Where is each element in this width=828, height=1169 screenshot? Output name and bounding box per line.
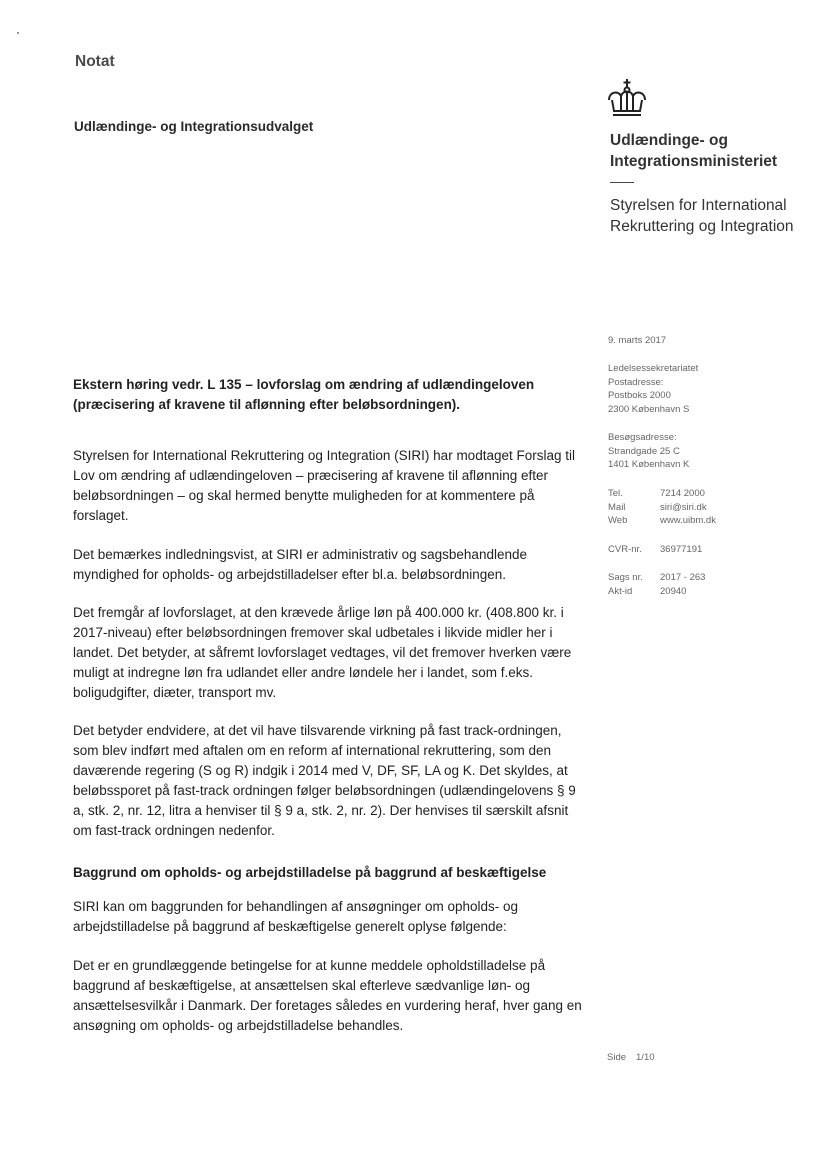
paragraph-1: Styrelsen for International Rekruttering og Integration (SIRI) har modtaget Forslag til Lov om ændring af udlændingeloven – præcisering af kravene til aflønning efter beløbsordningen – og skal hermed benytte muligheden for at kommentere på forslaget. <box>73 447 575 523</box>
visit-label: Besøgsadresse: <box>608 432 677 443</box>
crown-logo-icon <box>604 78 650 118</box>
page-value: 1/10 <box>636 1052 655 1063</box>
sags-value: 2017 - 263 <box>660 572 706 583</box>
document-date: 9. marts 2017 <box>608 335 667 346</box>
mail-value[interactable]: siri@siri.dk <box>660 501 707 513</box>
postal-label: Postadresse: <box>608 376 664 388</box>
contact-block <box>608 487 716 528</box>
page-label: Side <box>607 1052 627 1063</box>
cvr-value: 36977191 <box>660 544 703 555</box>
sags-label: Sags nr. <box>608 572 643 583</box>
visit-street: Strandgade 25 C <box>608 445 680 457</box>
tel-value: 7214 2000 <box>660 488 705 499</box>
doc-type: Notat <box>75 53 115 70</box>
sags-row <box>608 571 705 585</box>
paragraph-4: Det betyder endvidere, at det vil have tilsvarende virkning på fast track-ordningen, som blev indført med aftalen om en reform af international rekruttering, som den daværende regering (S og R) indgik i 2014 med V, DF, SF, LA og K. Det skyldes, at beløbssporet på fast-track ordningen følger beløbsordningen (udlændingelovens § 9 a, stk. 2, nr. 12, litra a henviser til § 9 a, stk. 2, nr. 2). Der henvises til særskilt afsnit om fast-track ordningen nedenfor. <box>73 722 576 838</box>
web-row <box>608 514 716 528</box>
recipient: Udlændinge- og Integrationsudvalget <box>74 119 314 134</box>
ministry-line-2: Integrationsministeriet <box>610 153 778 170</box>
memo-heading: Ekstern høring vedr. L 135 – lovforslag om ændring af udlændingeloven (præcisering af kravene til aflønning efter beløbsordningen). <box>73 377 535 412</box>
office-name: Ledelsessekretariatet <box>608 363 699 374</box>
address-block <box>608 362 698 416</box>
mail-row <box>608 501 716 515</box>
scan-speck <box>17 32 19 34</box>
paragraph-3: Det fremgår af lovforslaget, at den krævede årlige løn på 400.000 kr. (408.800 kr. i 2017-niveau) efter beløbsordningen fremover skal udbetales i likvide midler her i landet. Det betyder, at såfremt lovforslaget vedtages, vil det fremover hverken være muligt at indregne løn fra udlandet eller andre løndele her i landet, som f.eks. boligudgifter, diæter, transport mv. <box>73 604 572 700</box>
akt-row <box>608 585 705 599</box>
postal-box: Postboks 2000 <box>608 390 671 401</box>
cvr-label: CVR-nr. <box>608 544 642 555</box>
ministry-line-1: Udlændinge- og <box>610 132 728 149</box>
akt-label: Akt-id <box>608 585 633 597</box>
paragraph-2: Det bemærkes indledningsvist, at SIRI er administrativ og sagsbehandlende myndighed for opholds- og arbejdstilladelser efter bl.a. beløbsordningen. <box>73 546 527 582</box>
cvr-row <box>608 543 702 557</box>
case-block <box>608 571 705 598</box>
ministry-name <box>610 130 777 172</box>
visit-city: 1401 København K <box>608 459 690 470</box>
visit-address-block <box>608 431 689 472</box>
mail-label: Mail <box>608 501 626 513</box>
postal-city: 2300 København S <box>608 403 690 415</box>
section-heading: Baggrund om opholds- og arbejdstilladelse på baggrund af beskæftigelse <box>73 865 547 880</box>
page-number <box>607 1052 655 1063</box>
web-value[interactable]: www.uibm.dk <box>660 515 716 526</box>
paragraph-5: SIRI kan om baggrunden for behandlingen af ansøgninger om opholds- og arbejdstilladelse på baggrund af beskæftigelse generelt oplyse følgende: <box>73 898 519 934</box>
logo-divider <box>610 182 634 183</box>
paragraph-6: Det er en grundlæggende betingelse for at kunne meddele opholdstilladelse på baggrund af beskæftigelse, at ansættelsen skal efterleve sædvanlige løn- og ansættelsesvilkår i Danmark. Der foretages således en vurdering heraf, hver gang en ansøgning om opholds- og arbejdstilladelse behandles. <box>73 957 582 1033</box>
agency-name: Styrelsen for International Rekruttering og Integration <box>610 197 794 235</box>
tel-label: Tel. <box>608 488 623 499</box>
cvr-block <box>608 543 702 557</box>
tel-row <box>608 487 716 501</box>
akt-value: 20940 <box>660 585 687 597</box>
web-label: Web <box>608 515 628 526</box>
